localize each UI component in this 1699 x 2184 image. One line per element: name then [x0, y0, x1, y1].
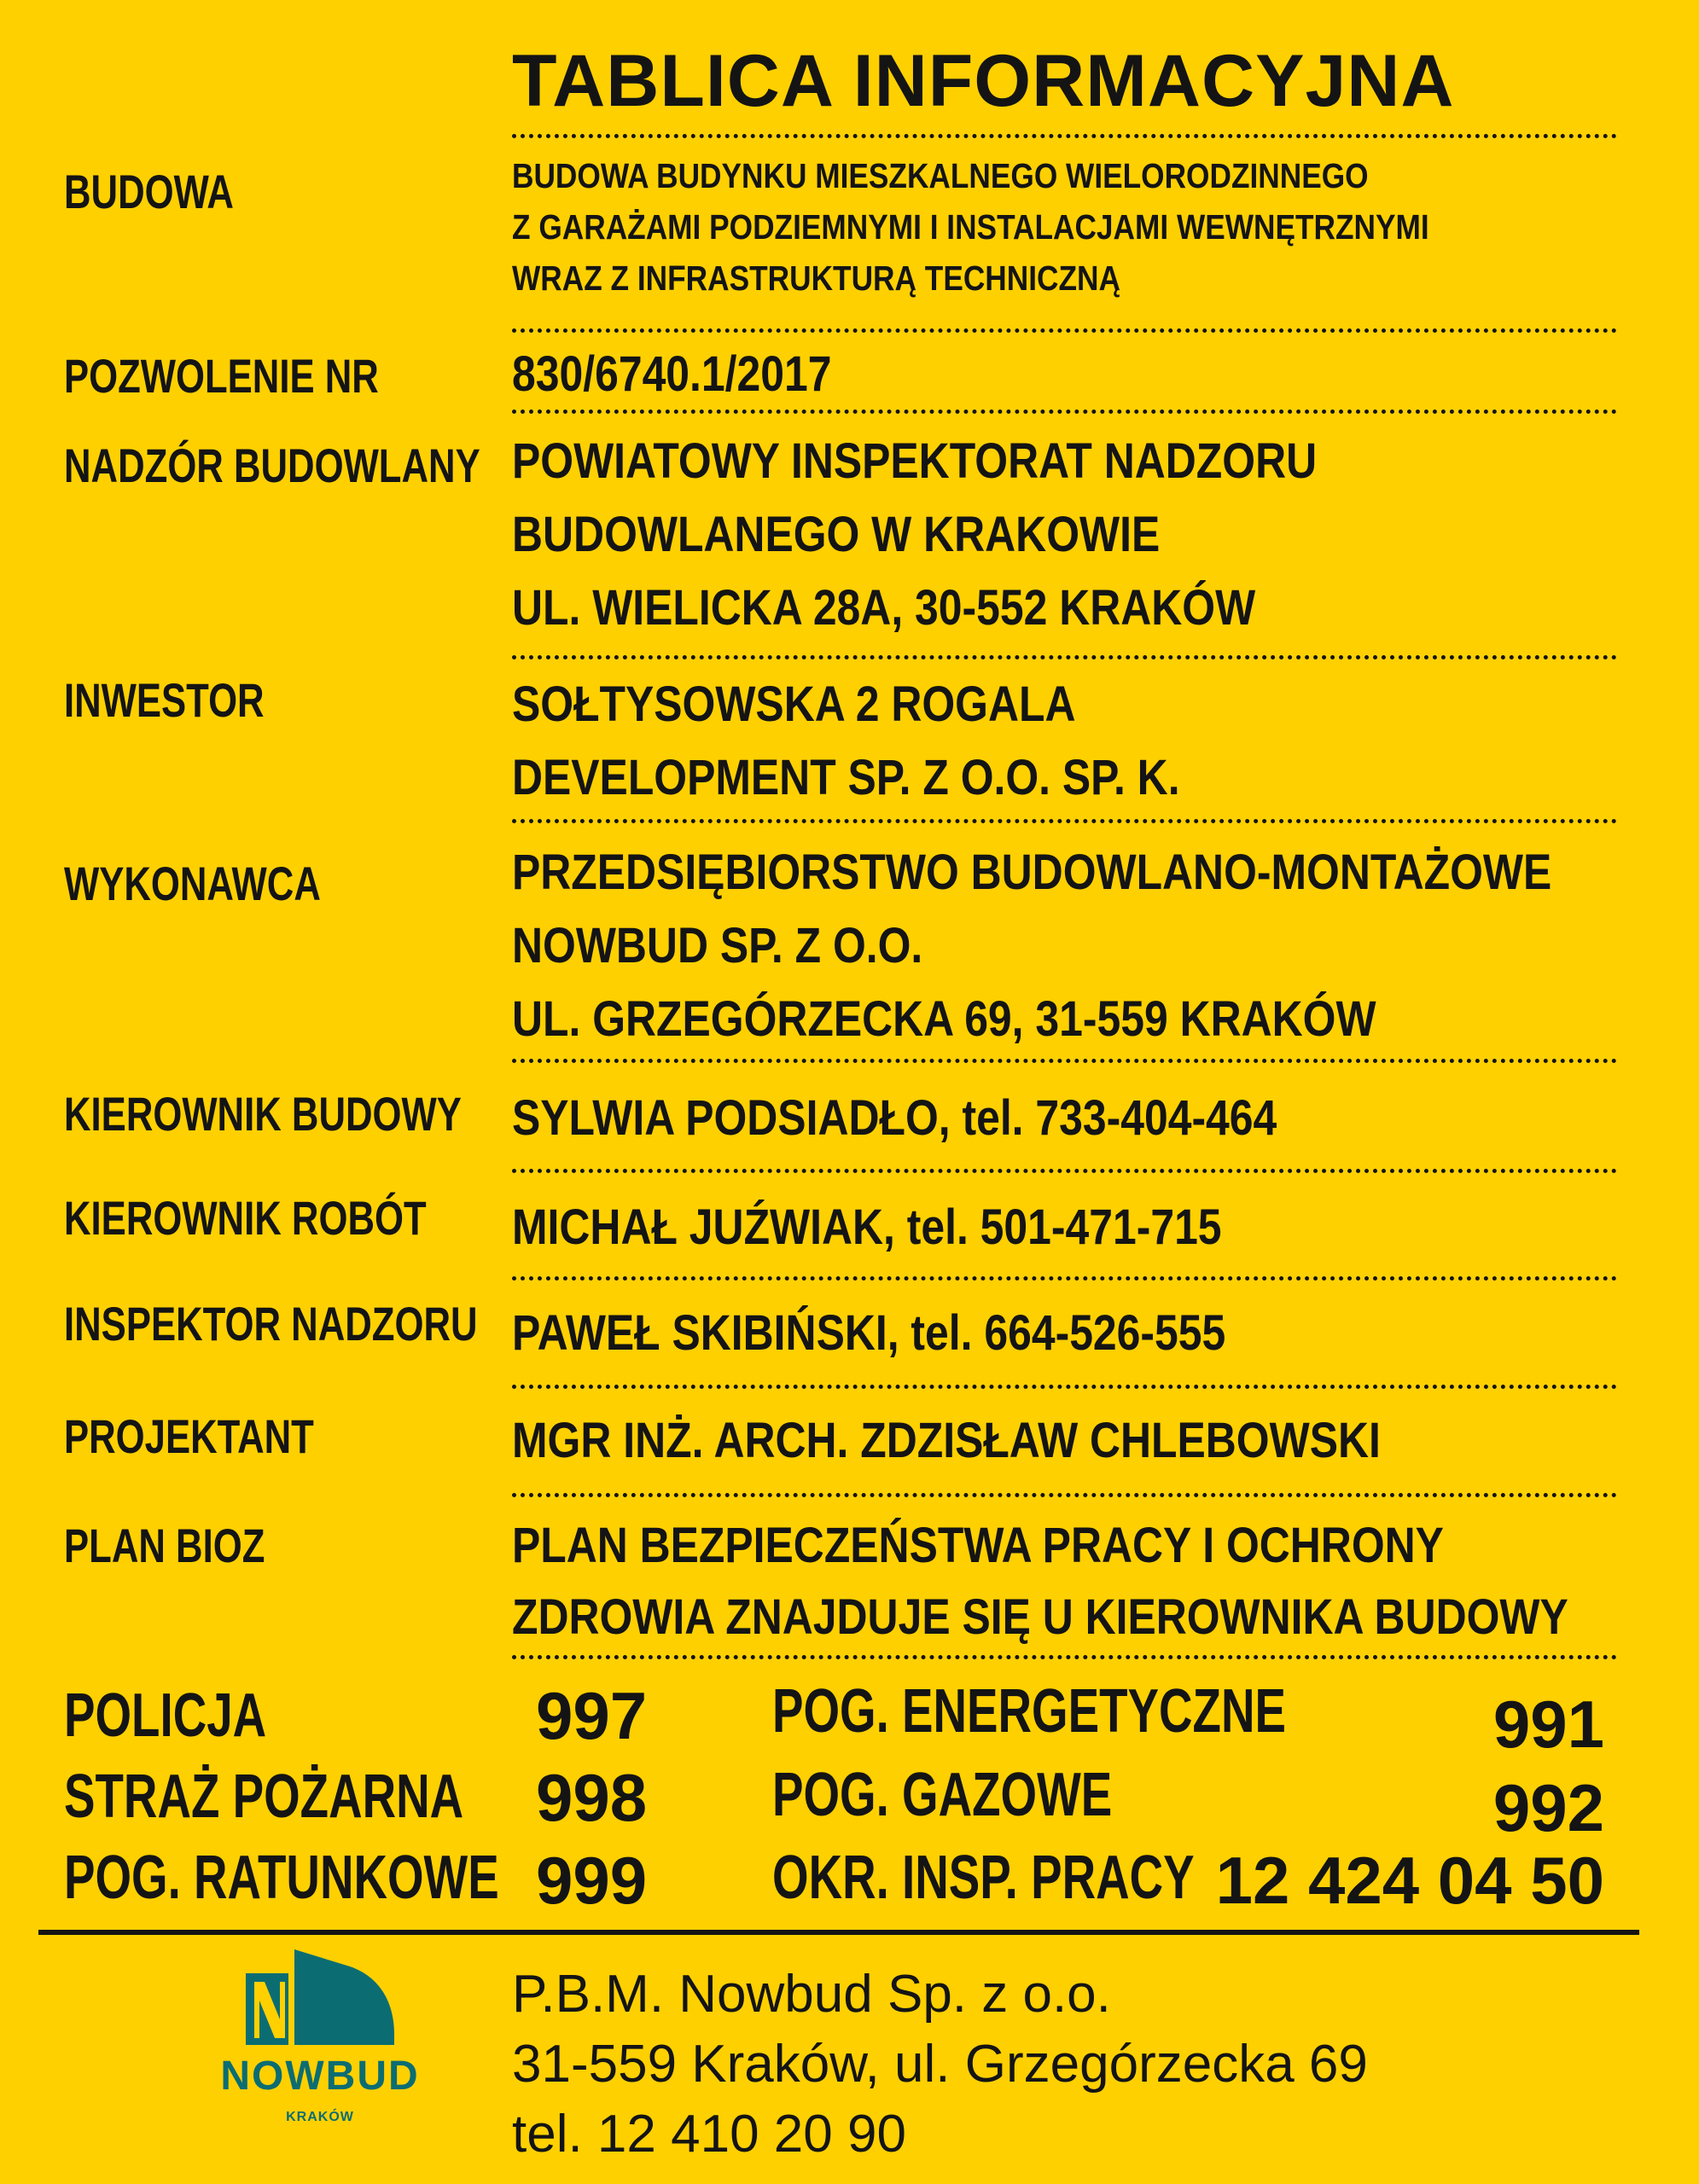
logo-wordmark: NOWBUD	[220, 2053, 420, 2099]
label-budowa: BUDOWA	[64, 165, 234, 218]
separator	[512, 1655, 1617, 1659]
separator	[512, 819, 1617, 823]
emergency-label-policja: POLICJA	[64, 1682, 267, 1750]
emergency-number-policja: 997	[536, 1678, 648, 1753]
value-line: Z GARAŻAMI PODZIEMNYMI I INSTALACJAMI WEWNĘTRZNYMI	[512, 207, 1429, 247]
footer-rule	[38, 1930, 1639, 1935]
emergency-number-gazowe: 992	[1492, 1770, 1604, 1845]
value-budowa	[512, 150, 1579, 304]
value-line: POWIATOWY INSPEKTORAT NADZORU	[512, 433, 1318, 489]
emergency-label-pip: OKR. INSP. PRACY	[772, 1844, 1195, 1912]
value-inspektor	[512, 1297, 1341, 1370]
footer-address: 31-559 Kraków, ul. Grzegórzecka 69	[512, 2035, 1368, 2094]
emergency-label-gazowe: POG. GAZOWE	[772, 1761, 1113, 1829]
label-pozwolenie: POZWOLENIE NR	[64, 349, 379, 403]
logo-city: KRAKÓW	[286, 2110, 354, 2124]
value-line: ZDROWIA ZNAJDUJE SIĘ U KIEROWNIKA BUDOWY	[512, 1589, 1568, 1645]
value-line: WRAZ Z INFRASTRUKTURĄ TECHNICZNĄ	[512, 258, 1120, 298]
value-line: UL. GRZEGÓRZECKA 69, 31-559 KRAKÓW	[512, 991, 1376, 1047]
label-nadzor: NADZÓR BUDOWLANY	[64, 439, 480, 492]
board-title: TABLICA INFORMACYJNA	[512, 40, 1455, 122]
separator	[512, 134, 1617, 138]
value-kierownik-robot	[512, 1191, 1337, 1264]
value-line: BUDOWA BUDYNKU MIESZKALNEGO WIELORODZINNEGO	[512, 156, 1369, 195]
value-line: SOŁTYSOWSKA 2 ROGALA	[512, 677, 1076, 732]
value-projektant	[512, 1404, 1522, 1478]
value-line: PLAN BEZPIECZEŃSTWA PRACY I OCHRONY	[512, 1518, 1444, 1573]
separator	[512, 1059, 1617, 1063]
footer-company: P.B.M. Nowbud Sp. z o.o.	[512, 1965, 1111, 2024]
label-inwestor: INWESTOR	[64, 673, 265, 727]
value-line: DEVELOPMENT SP. Z O.O. SP. K.	[512, 750, 1180, 805]
emergency-label-ratunkowe: POG. RATUNKOWE	[64, 1844, 499, 1912]
emergency-number-ratunkowe: 999	[536, 1843, 648, 1918]
separator	[512, 328, 1617, 333]
label-wykonawca: WYKONAWCA	[64, 857, 321, 910]
label-kierownik-budowy: KIEROWNIK BUDOWY	[64, 1087, 462, 1141]
separator	[512, 655, 1617, 659]
separator	[512, 1169, 1617, 1173]
value-kierownik-budowy	[512, 1082, 1401, 1155]
emergency-number-straz: 998	[536, 1760, 648, 1835]
separator	[512, 1385, 1617, 1389]
value-wykonawca	[512, 836, 1699, 1056]
separator	[512, 410, 1617, 414]
value-plan-bioz	[512, 1510, 1699, 1653]
value-line: PRZEDSIĘBIORSTWO BUDOWLANO-MONTAŻOWE	[512, 845, 1552, 900]
footer-phone: tel. 12 410 20 90	[512, 2105, 906, 2164]
separator	[512, 1493, 1617, 1497]
value-nadzor	[512, 425, 1448, 645]
value-line: SYLWIA PODSIADŁO, tel. 733-404-464	[512, 1090, 1277, 1146]
value-line: PAWEŁ SKIBIŃSKI, tel. 664-526-555	[512, 1305, 1226, 1361]
emergency-number-pip: 12 424 04 50	[1215, 1843, 1604, 1918]
separator	[512, 1276, 1617, 1281]
value-line: UL. WIELICKA 28A, 30-552 KRAKÓW	[512, 580, 1256, 636]
label-plan-bioz: PLAN BIOZ	[64, 1519, 265, 1572]
value-inwestor	[512, 668, 1289, 815]
value-line: BUDOWLANEGO W KRAKOWIE	[512, 507, 1161, 562]
label-inspektor: INSPEKTOR NADZORU	[64, 1297, 478, 1350]
label-projektant: PROJEKTANT	[64, 1409, 314, 1463]
emergency-number-energetyczne: 991	[1492, 1687, 1604, 1762]
nowbud-logo-icon	[188, 1949, 461, 2129]
value-line: MICHAŁ JUŹWIAK, tel. 501-471-715	[512, 1199, 1222, 1255]
label-kierownik-robot: KIEROWNIK ROBÓT	[64, 1191, 427, 1245]
emergency-label-straz: STRAŻ POŻARNA	[64, 1763, 464, 1831]
value-line: NOWBUD SP. Z O.O.	[512, 918, 923, 973]
emergency-label-energetyczne: POG. ENERGETYCZNE	[772, 1677, 1287, 1745]
value-line: MGR INŻ. ARCH. ZDZISŁAW CHLEBOWSKI	[512, 1413, 1381, 1468]
value-line: 830/6740.1/2017	[512, 346, 832, 402]
footer-contact	[512, 1960, 1368, 2169]
value-pozwolenie	[512, 338, 883, 411]
